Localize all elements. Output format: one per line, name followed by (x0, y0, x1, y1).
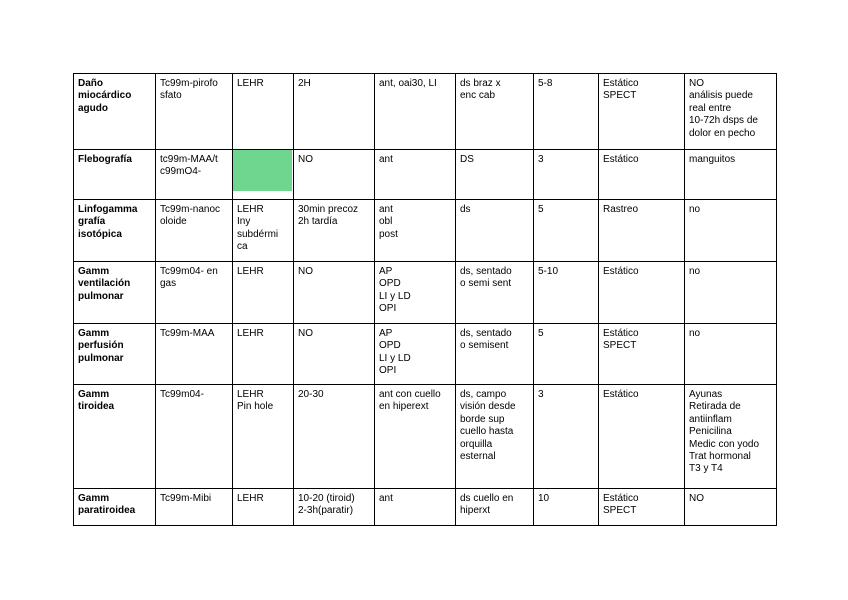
table-cell (599, 262, 685, 324)
cell-text-line: análisis puede (689, 90, 753, 102)
cell-text-line: LI y LD (379, 352, 411, 364)
cell-text-line: tc99m-MAA/t (160, 154, 218, 165)
cell-text-line: pulmonar (78, 290, 124, 302)
table-cell (294, 200, 375, 262)
cell-text-line: Medic con yodo (689, 438, 760, 450)
cell-text-line: LEHR (237, 389, 264, 400)
table-cell (294, 150, 375, 200)
table-cell-study (74, 150, 156, 200)
table-cell (156, 489, 233, 526)
cell-text-line: Estático (603, 266, 639, 277)
cell-text-line: ds braz x (460, 78, 501, 89)
cell-text-line: obl (379, 216, 393, 228)
table-cell (534, 262, 599, 324)
cell-text-line: Tc99m-pirofo (160, 78, 218, 89)
table-cell (456, 489, 534, 526)
table-cell (375, 150, 456, 200)
cell-text-line: 3 (538, 389, 544, 400)
cell-text-line: Estático (603, 389, 639, 400)
cell-text-line: en hiperext (379, 401, 429, 413)
table-cell (534, 150, 599, 200)
cell-text-line: NO (298, 154, 313, 165)
cell-text-line: OPD (379, 340, 401, 352)
cell-text-line: 3 (538, 154, 544, 165)
cell-text-line: c99mO4- (160, 166, 202, 178)
highlight-block (233, 150, 292, 191)
cell-text-line: post (379, 228, 398, 240)
cell-text-line: orquilla (460, 438, 493, 450)
table-cell (156, 150, 233, 200)
table-cell-study (74, 489, 156, 526)
cell-text-line: NO (689, 493, 704, 504)
cell-text-line: dolor en pecho (689, 127, 756, 139)
cell-text-line: ventilación (78, 278, 131, 290)
cell-text-line: Flebografía (78, 154, 132, 165)
table-row (74, 324, 777, 385)
cell-text-line: sfato (160, 90, 182, 102)
table-cell (156, 262, 233, 324)
table-cell (685, 74, 777, 150)
cell-text-line: 5 (538, 204, 544, 215)
table-cell-study (74, 200, 156, 262)
cell-text-line: OPI (379, 303, 397, 315)
cell-text-line: Gamm (78, 389, 110, 400)
table-cell (375, 74, 456, 150)
table-cell (599, 200, 685, 262)
cell-text-line: LEHR (237, 493, 264, 504)
table-cell (685, 324, 777, 385)
cell-text-line: ant (379, 493, 393, 504)
cell-text-line: 30min precoz (298, 204, 359, 215)
cell-text-line: isotópica (78, 228, 122, 240)
cell-text-line: ant, oai30, LI (379, 78, 437, 89)
cell-text-line: 5-10 (538, 266, 559, 277)
cell-text-line: ds, sentado (460, 328, 512, 339)
cell-text-line: OPD (379, 278, 401, 290)
cell-text-line: oloide (160, 216, 187, 228)
cell-text-line: 5 (538, 328, 544, 339)
cell-text-line: Estático (603, 154, 639, 165)
table-cell-study (74, 262, 156, 324)
cell-text-line: visión desde (460, 401, 516, 413)
table-cell (534, 74, 599, 150)
cell-text-line: Tc99m-Mibi (160, 493, 212, 504)
table-cell (456, 200, 534, 262)
cell-text-line: Tc99m-MAA (160, 328, 215, 339)
cell-text-line: Gamm (78, 493, 110, 504)
table-cell (233, 385, 294, 489)
cell-text-line: LEHR (237, 328, 264, 339)
table-row (74, 200, 777, 262)
cell-text-line: ds, campo (460, 389, 507, 400)
cell-text-line: AP (379, 328, 393, 339)
cell-text-line: 2h tardía (298, 216, 338, 228)
table-cell (375, 489, 456, 526)
table-cell (456, 385, 534, 489)
cell-text-line: Ayunas (689, 389, 723, 400)
table-cell (685, 385, 777, 489)
table-cell (294, 262, 375, 324)
table-row (74, 385, 777, 489)
table-cell (599, 385, 685, 489)
cell-text-line: Tc99m04- (160, 389, 204, 400)
table-cell (534, 385, 599, 489)
cell-text-line: LEHR (237, 78, 264, 89)
cell-text-line: pulmonar (78, 352, 124, 364)
table-cell (456, 324, 534, 385)
cell-text-line: Gamm (78, 328, 110, 339)
cell-text-line: ant (379, 154, 393, 165)
cell-text-line: Tc99m04- en (160, 266, 218, 277)
table-cell (534, 489, 599, 526)
cell-text-line: Trat hormonal (689, 451, 751, 463)
cell-text-line: ds, sentado (460, 266, 512, 277)
cell-text-line: Linfogamma (78, 204, 138, 215)
cell-text-line: LEHR (237, 204, 264, 215)
table-cell (456, 150, 534, 200)
cell-text-line: ant (379, 204, 393, 215)
table-row (74, 150, 777, 200)
cell-text-line: enc cab (460, 90, 496, 102)
cell-text-line: NO (298, 266, 313, 277)
cell-text-line: SPECT (603, 90, 637, 102)
table-cell (599, 150, 685, 200)
table-cell-study (74, 385, 156, 489)
table-row (74, 74, 777, 150)
cell-text-line: tiroidea (78, 401, 115, 413)
cell-text-line: no (689, 266, 701, 277)
cell-text-line: LEHR (237, 266, 264, 277)
cell-text-line: real entre (689, 102, 732, 114)
table-cell (599, 489, 685, 526)
cell-text-line: Penicilina (689, 426, 732, 438)
cell-text-line: Estático (603, 493, 639, 504)
table-cell (534, 200, 599, 262)
cell-text-line: Estático (603, 78, 639, 89)
table-cell (534, 324, 599, 385)
table-cell (156, 324, 233, 385)
cell-text-line: NO (689, 78, 704, 89)
table-cell-study (74, 74, 156, 150)
cell-text-line: AP (379, 266, 393, 277)
table-cell (294, 489, 375, 526)
table-cell (685, 150, 777, 200)
cell-text-line: grafía (78, 216, 106, 228)
cell-text-line: NO (298, 328, 313, 339)
table-cell (233, 262, 294, 324)
table-cell (233, 150, 294, 200)
table-cell (375, 200, 456, 262)
cell-text-line: T3 y T4 (689, 463, 723, 475)
cell-text-line: Iny (237, 216, 251, 228)
cell-text-line: agudo (78, 102, 108, 114)
cell-text-line: esternal (460, 451, 496, 463)
cell-text-line: Rastreo (603, 204, 639, 215)
cell-text-line: Pin hole (237, 401, 274, 413)
table-cell (294, 324, 375, 385)
table-cell (294, 74, 375, 150)
cell-text-line: DS (460, 154, 474, 165)
cell-text-line: no (689, 328, 701, 339)
cell-text-line: gas (160, 278, 177, 290)
cell-text-line: ds cuello en (460, 493, 514, 504)
table-cell-study (74, 324, 156, 385)
table-cell (375, 324, 456, 385)
table-cell (294, 385, 375, 489)
table-cell (233, 324, 294, 385)
cell-text-line: perfusión (78, 340, 124, 352)
cell-text-line: Retirada de (689, 401, 741, 413)
cell-text-line: paratiroidea (78, 505, 136, 517)
table-row (74, 262, 777, 324)
table-cell (156, 385, 233, 489)
cell-text-line: antiinflam (689, 413, 732, 425)
table-cell (233, 74, 294, 150)
cell-text-line: SPECT (603, 340, 637, 352)
table-cell (156, 74, 233, 150)
cell-text-line: ant con cuello (379, 389, 441, 400)
cell-text-line: 10-72h dsps de (689, 115, 758, 127)
cell-text-line: 2H (298, 78, 311, 89)
cell-text-line: 10-20 (tiroid) (298, 493, 355, 504)
cell-text-line: hiperxt (460, 505, 491, 517)
cell-text-line: 20-30 (298, 389, 324, 400)
cell-text-line: SPECT (603, 505, 637, 517)
procedures-table (73, 73, 777, 526)
table-cell (375, 262, 456, 324)
cell-text-line: subdérmi (237, 228, 279, 240)
cell-text-line: Daño (78, 78, 103, 89)
table-body (74, 74, 777, 526)
cell-text-line: ca (237, 241, 248, 253)
cell-text-line: borde sup (460, 413, 505, 425)
table-cell (685, 489, 777, 526)
cell-text-line: o semisent (460, 340, 509, 352)
cell-text-line: 2-3h(paratir) (298, 505, 354, 517)
table-cell (685, 262, 777, 324)
cell-text-line: o semi sent (460, 278, 512, 290)
table-cell (599, 74, 685, 150)
table-cell (233, 489, 294, 526)
cell-text-line: LI y LD (379, 290, 411, 302)
table-cell (456, 262, 534, 324)
table-cell (599, 324, 685, 385)
table-cell (685, 200, 777, 262)
cell-text-line: Gamm (78, 266, 110, 277)
cell-text-line: miocárdico (78, 90, 132, 102)
table-row (74, 489, 777, 526)
cell-text-line: 10 (538, 493, 550, 504)
table-cell (456, 74, 534, 150)
cell-text-line: Estático (603, 328, 639, 339)
table-cell (375, 385, 456, 489)
cell-text-line: no (689, 204, 701, 215)
cell-text-line: 5-8 (538, 78, 553, 89)
table-cell (233, 200, 294, 262)
table-cell (156, 200, 233, 262)
cell-text-line: ds (460, 204, 471, 215)
cell-text-line: cuello hasta (460, 426, 514, 438)
cell-text-line: Tc99m-nanoc (160, 204, 221, 215)
cell-text-line: OPI (379, 365, 397, 377)
cell-text-line: manguitos (689, 154, 736, 165)
